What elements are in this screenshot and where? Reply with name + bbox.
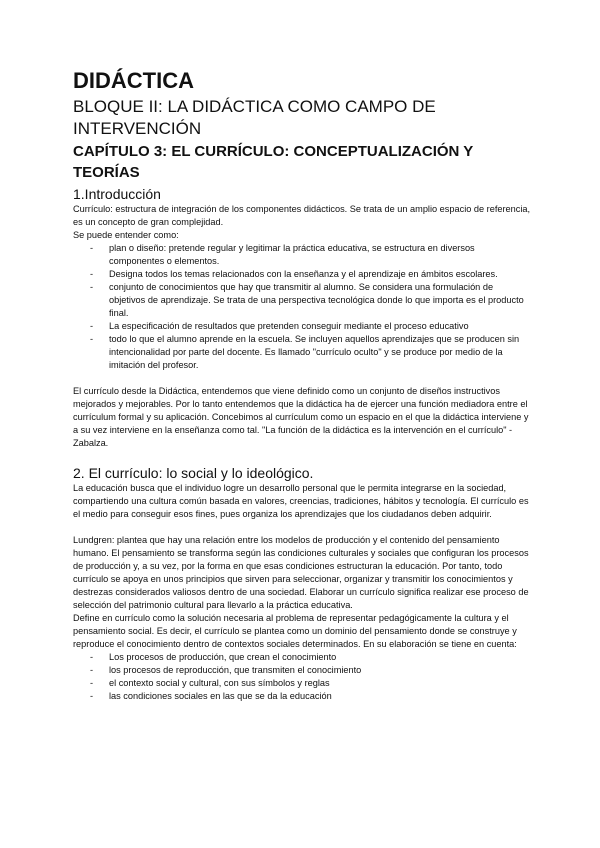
list-lead: Se puede entender como: — [73, 230, 179, 240]
list-item: - todo lo que el alumno aprende en la escuela. Se incluyen aquellos aprendizajes que se producen sin intencionalidad por parte del docente. Es llamado "currículo oculto" y se produce por medio de la imitación del profesor. — [73, 333, 531, 372]
education-paragraph: La educación busca que el individuo logre un desarrollo personal que le permita integrarse en la sociedad, compartiendo una cultura común basada en valores, creencias, tradiciones, hábitos y tecnología. El currículo es el medio para conseguir esos fines, pues organiza los aprendizajes que los ciudadanos deben adquirir. — [73, 483, 529, 519]
list-item: - conjunto de conocimientos que hay que transmitir al alumno. Se considera una formulación de objetivos de aprendizaje. Se trata de una perspectiva tecnológica donde lo que importa es el producto final. — [73, 281, 531, 320]
curriculo-definition: Currículo: estructura de integración de los componentes didácticos. Se trata de un amplio espacio de referencia, es un concepto de gran complejidad. — [73, 204, 531, 227]
spacer — [73, 521, 531, 534]
didactica-paragraph: El currículo desde la Didáctica, entendemos que viene definido como un conjunto de diseños instructivos mejorados y mejorables. Por lo tanto entendemos que la didáctica ha de ejercer una función mediadora entre el currículum formal y su aplicación. Concebimos al currículum como un espacio en el que la didáctica interviene y a su vez interviene en la enseñanza como tal. "La función de la didáctica es la intervención en el currículo" - Zabalza. — [73, 386, 529, 448]
section-heading-social-ideologico: 2. El currículo: lo social y lo ideológico. — [73, 465, 314, 481]
chapter-heading: CAPÍTULO 3: EL CURRÍCULO: CONCEPTUALIZACIÓN Y TEORÍAS — [73, 143, 474, 181]
list-item: - La especificación de resultados que pretenden conseguir mediante el proceso educativo — [73, 320, 531, 333]
list-item: - Designa todos los temas relacionados con la enseñanza y el aprendizaje en ámbitos escolares. — [73, 268, 531, 281]
spacer — [73, 450, 531, 464]
elaboration-factors-list — [73, 651, 531, 703]
lundgren-paragraph: Lundgren: plantea que hay una relación entre los modelos de producción y el contenido del pensamiento humano. El pensamiento se transforma según las condiciones culturales y sociales que configuran los procesos de producción y, a su vez, por la forma en que esas condiciones estructuran la educación. Por tanto, todo currículo se apoya en unos principios que sirven para seleccionar, organizar y transmitir los conocimientos y destrezas considerados valiosos dentro de una sociedad. Elaborar un currículo significa realizar ese proceso de selección del patrimonio cultural para llevarlo a la práctica educativa. — [73, 535, 529, 610]
definition-paragraph: Define en currículo como la solución necesaria al problema de representar pedagógicamente la cultura y el pensamiento social. Es decir, el currículo se plantea como un dominio del pensamiento donde se construye y reproduce el conocimiento dentro de contextos sociales determinados. En su elaboración se tiene en cuenta: — [73, 613, 517, 649]
curriculo-meanings-list — [73, 242, 531, 372]
list-item: - los procesos de reproducción, que transmiten el conocimiento — [73, 664, 531, 677]
list-item: - plan o diseño: pretende regular y legitimar la práctica educativa, se estructura en diversos componentes o elementos. — [73, 242, 531, 268]
section-heading-introduction: 1.Introducción — [73, 186, 161, 202]
list-item: - el contexto social y cultural, con sus símbolos y reglas — [73, 677, 531, 690]
list-item: - las condiciones sociales en las que se da la educación — [73, 690, 531, 703]
block-heading: BLOQUE II: LA DIDÁCTICA COMO CAMPO DE INTERVENCIÓN — [73, 97, 436, 138]
list-item: - Los procesos de producción, que crean el conocimiento — [73, 651, 531, 664]
document-title: DIDÁCTICA — [73, 68, 194, 93]
document-page — [73, 68, 531, 703]
spacer — [73, 372, 531, 385]
